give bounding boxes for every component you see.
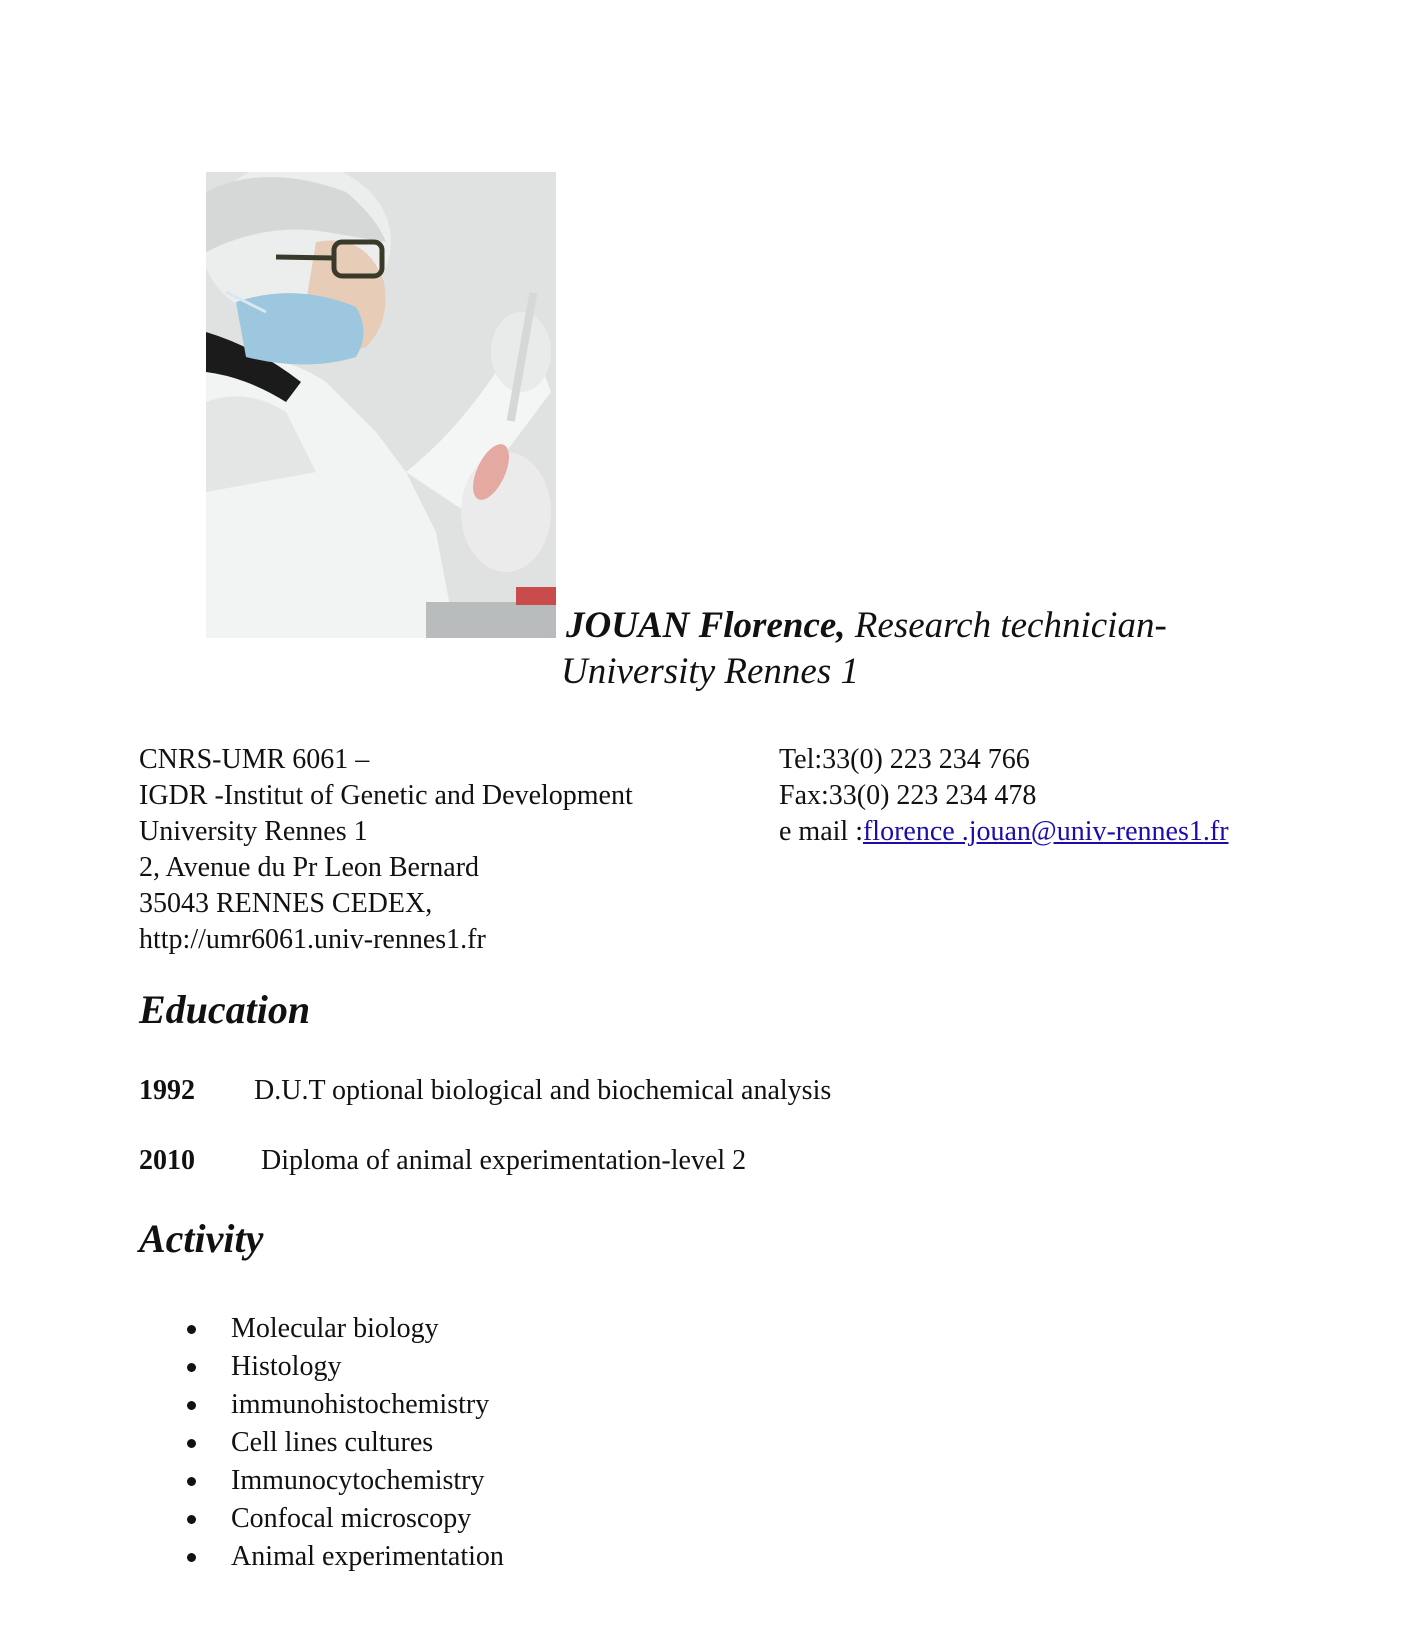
address-block xyxy=(139,742,633,958)
education-text: D.U.T optional biological and biochemical analysis xyxy=(254,1075,832,1106)
education-item xyxy=(139,1145,746,1177)
address-line: University Rennes 1 xyxy=(139,816,368,847)
list-item: Animal experimentation xyxy=(180,1538,504,1576)
email-row xyxy=(779,814,1229,850)
person-name: JOUAN Florence, xyxy=(566,605,846,646)
address-line: CNRS-UMR 6061 – xyxy=(139,744,370,775)
list-item: Histology xyxy=(180,1348,504,1386)
list-item: Immunocytochemistry xyxy=(180,1462,504,1500)
email-link[interactable]: florence .jouan@univ-rennes1.fr xyxy=(862,816,1229,847)
fax-number: Fax:33(0) 223 234 478 xyxy=(779,780,1037,811)
education-heading: Education xyxy=(139,987,311,1032)
address-line: 2, Avenue du Pr Leon Bernard xyxy=(139,852,480,883)
education-year: 2010 xyxy=(139,1145,195,1176)
list-item: Confocal microscopy xyxy=(180,1500,504,1538)
phone-number: Tel:33(0) 223 234 766 xyxy=(779,744,1030,775)
address-line: 35043 RENNES CEDEX, xyxy=(139,888,433,919)
address-line: IGDR -Institut of Genetic and Development xyxy=(139,780,633,811)
list-item: immunohistochemistry xyxy=(180,1386,504,1424)
institution-title: University Rennes 1 xyxy=(561,651,859,692)
education-item xyxy=(139,1075,831,1107)
education-year: 1992 xyxy=(139,1075,195,1106)
list-item: Cell lines cultures xyxy=(180,1424,504,1462)
email-label: e mail : xyxy=(779,816,863,847)
education-text: Diploma of animal experimentation-level 2 xyxy=(254,1145,747,1176)
address-line: http://umr6061.univ-rennes1.fr xyxy=(139,924,486,955)
contact-block xyxy=(779,742,1229,850)
activity-list xyxy=(180,1310,504,1576)
job-title: Research technician- xyxy=(845,605,1167,646)
profile-photo xyxy=(206,172,556,638)
activity-heading: Activity xyxy=(139,1216,264,1261)
list-item: Molecular biology xyxy=(180,1310,504,1348)
name-title-line xyxy=(566,604,1167,647)
